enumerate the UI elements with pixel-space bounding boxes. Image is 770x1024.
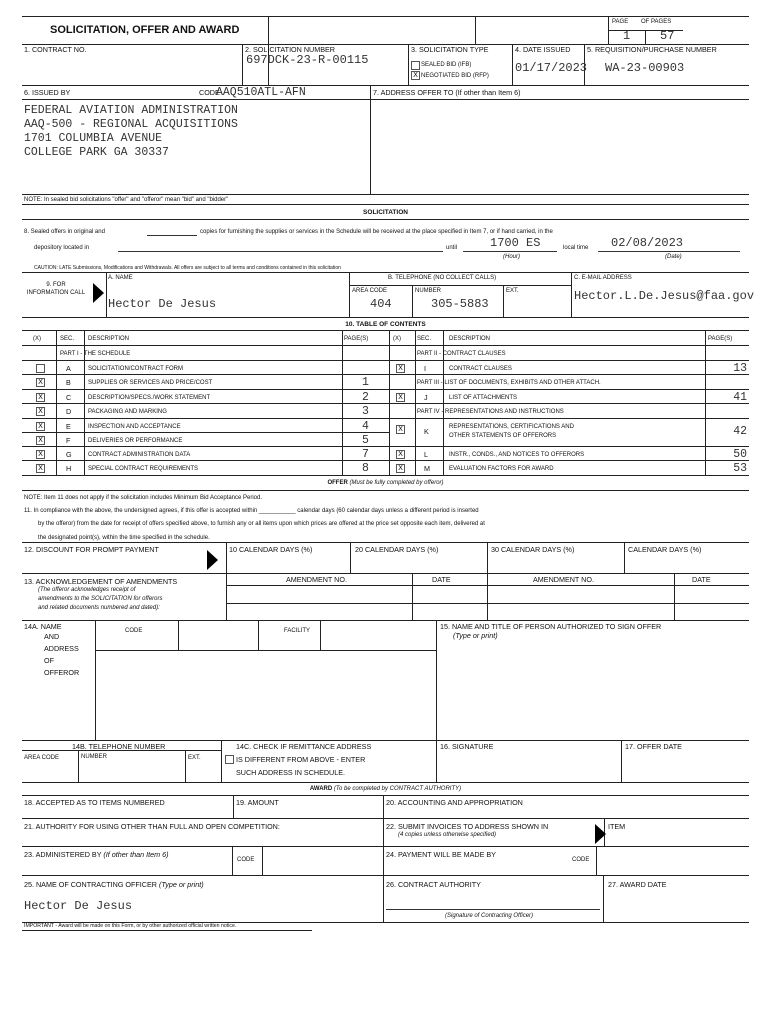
toc-page: 7 <box>362 448 369 461</box>
toc-checkbox-g[interactable]: X <box>36 450 45 459</box>
item14a-of: OF <box>44 656 54 665</box>
toc-checkbox-e[interactable]: X <box>36 422 45 431</box>
amendment-date-header-2: DATE <box>692 575 711 584</box>
arrow-right-icon <box>93 283 104 303</box>
toc-col-x-right: (X) <box>393 336 401 342</box>
contract-no-label: 1. CONTRACT NO. <box>24 45 87 54</box>
toc-checkbox-f[interactable]: X <box>36 436 45 445</box>
offer-date-label: 17. OFFER DATE <box>625 742 682 751</box>
item21-label: 21. AUTHORITY FOR USING OTHER THAN FULL AND OPEN COMPETITION: <box>24 822 280 831</box>
toc-description: SPECIAL CONTRACT REQUIREMENTS <box>88 466 199 472</box>
solicitation-type-label: 3. SOLICITATION TYPE <box>411 45 489 54</box>
issuer-line-2: AAQ-500 - REGIONAL ACQUISITIONS <box>24 118 238 131</box>
item25-label <box>24 880 204 889</box>
item27-label: 27. AWARD DATE <box>608 880 667 889</box>
sealed-bid-label: SEALED BID (IFB) <box>421 62 472 68</box>
item14a-and: AND <box>44 632 60 641</box>
toc-checkbox-d[interactable]: X <box>36 407 45 416</box>
toc-description: LIST OF ATTACHMENTS <box>449 395 518 401</box>
toc-part1: PART I - THE SCHEDULE <box>60 351 131 357</box>
toc-description: SUPPLIES OR SERVICES AND PRICE/COST <box>88 380 213 386</box>
item15-type-print: (Type or print) <box>453 631 498 640</box>
toc-col-sec: SEC. <box>60 336 75 342</box>
info-area-code[interactable]: 404 <box>370 297 392 311</box>
address-offer-to-label: 7. ADDRESS OFFER TO (If other than Item 6) <box>373 88 521 97</box>
toc-description-line2: OTHER STATEMENTS OF OFFERORS <box>449 433 557 439</box>
number-label: NUMBER <box>415 288 442 294</box>
discount-10-days: 10 CALENDAR DAYS (%) <box>229 545 313 554</box>
toc-section-m: M <box>424 464 430 473</box>
info-contact-name[interactable]: Hector De Jesus <box>108 297 217 311</box>
toc-part3: PART III - LIST OF DOCUMENTS, EXHIBITS AND OTHER ATTACH. <box>417 380 601 386</box>
item8-depository: depository located in <box>34 245 90 251</box>
item22-label: 22. SUBMIT INVOICES TO ADDRESS SHOWN IN <box>386 822 549 831</box>
item14c-line2: IS DIFFERENT FROM ABOVE - ENTER <box>236 755 366 764</box>
issuer-line-4: COLLEGE PARK GA 30337 <box>24 146 169 159</box>
important-note: IMPORTANT - Award will be made on this Form, or by other authorized official written notice. <box>24 923 237 929</box>
toc-checkbox-l[interactable]: X <box>396 450 405 459</box>
toc-checkbox-i[interactable]: X <box>396 364 405 373</box>
issued-by-label: 6. ISSUED BY <box>24 88 71 97</box>
remittance-checkbox[interactable] <box>225 755 234 764</box>
item9-phone-label: B. TELEPHONE (NO COLLECT CALLS) <box>388 275 497 281</box>
toc-col-x: (X) <box>33 336 41 342</box>
toc-description: DESCRIPTION/SPECS./WORK STATEMENT <box>88 395 211 401</box>
item26-label: 26. CONTRACT AUTHORITY <box>386 880 481 889</box>
item14b-area-code: AREA CODE <box>24 755 60 761</box>
toc-section-h: H <box>66 464 72 473</box>
toc-description: PACKAGING AND MARKING <box>88 409 167 415</box>
info-email[interactable]: Hector.L.De.Jesus@faa.gov <box>574 289 755 303</box>
item11-line1: 11. In compliance with the above, the undersigned agrees, if this offer is accepted within ___________ calendar days (60 calendar days unless a different period is inserted <box>24 508 479 514</box>
discount-20-days: 20 CALENDAR DAYS (%) <box>355 545 439 554</box>
toc-page: 2 <box>362 391 369 404</box>
offeror-code-label: CODE <box>125 628 143 634</box>
toc-description: DELIVERIES OR PERFORMANCE <box>88 438 183 444</box>
signature-label: 16. SIGNATURE <box>440 742 494 751</box>
item8-line1b: copies for furnishing the supplies or services in the Schedule will be received at the place specified in Item 7, or if hand carried, in the <box>200 229 553 235</box>
award-heading-label: AWARD <box>309 786 333 792</box>
date-caption: (Date) <box>665 254 682 260</box>
item14a-address: ADDRESS <box>44 644 79 653</box>
ext-label: EXT. <box>506 288 519 294</box>
ack-note-3: and related documents numbered and dated): <box>38 605 160 611</box>
requisition-number[interactable]: WA-23-00903 <box>605 61 685 75</box>
toc-section-j: J <box>424 393 428 402</box>
item20-label: 20. ACCOUNTING AND APPROPRIATION <box>386 798 523 807</box>
toc-section-d: D <box>66 407 72 416</box>
solicitation-heading: SOLICITATION <box>363 209 408 216</box>
toc-section-c: C <box>66 393 72 402</box>
offer-heading-note: (Must be fully completed by offeror) <box>349 480 444 486</box>
item23-note: (If other than Item 6) <box>103 850 169 859</box>
item24-code-label: CODE <box>572 857 590 863</box>
sealed-bid-note: NOTE: In sealed bid solicitations "offer" and "offeror" mean "bid" and "bidder" <box>24 197 229 203</box>
toc-section-i: I <box>424 364 426 373</box>
total-pages: 57 <box>660 29 675 43</box>
item8-hour[interactable]: 1700 ES <box>490 236 541 250</box>
contracting-officer-name[interactable]: Hector De Jesus <box>24 899 133 913</box>
issued-code[interactable]: AAQ510ATL-AFN <box>216 86 306 99</box>
item11-line2: by the offeror) from the date for receipt of offers specified above, to furnish any or all items upon which prices are offered at the price set opposite each item, delivered at <box>38 521 485 527</box>
award-heading <box>22 785 749 793</box>
item14b-label: 14B. TELEPHONE NUMBER <box>72 742 166 751</box>
item9-name-label: A. NAME <box>108 275 133 281</box>
item26-signature-caption: (Signature of Contracting Officer) <box>445 913 534 919</box>
toc-part4: PART IV - REPRESENTATIONS AND INSTRUCTIONS <box>417 409 564 415</box>
toc-col-pages-right: PAGE(S) <box>708 336 733 342</box>
page-label: PAGE <box>612 19 629 25</box>
issued-code-label: CODE <box>199 88 220 97</box>
toc-checkbox-c[interactable]: X <box>36 393 45 402</box>
info-phone-number[interactable]: 305-5883 <box>431 297 489 311</box>
of-pages-label: OF PAGES <box>641 19 672 25</box>
ack-label: 13. ACKNOWLEDGEMENT OF AMENDMENTS <box>24 577 178 586</box>
toc-section-b: B <box>66 378 71 387</box>
toc-page: 53 <box>733 462 747 475</box>
toc-checkbox-m[interactable]: X <box>396 464 405 473</box>
amendment-no-header-2: AMENDMENT NO. <box>533 575 594 584</box>
item14a-label: 14A. NAME <box>24 622 62 631</box>
toc-section-g: G <box>66 450 72 459</box>
toc-description: INSPECTION AND ACCEPTANCE <box>88 424 181 430</box>
solicitation-number[interactable]: 697DCK-23-R-00115 <box>246 53 369 67</box>
arrow-right-icon <box>595 824 606 844</box>
facility-label: FACILITY <box>284 628 311 634</box>
email-label: C. E-MAIL ADDRESS <box>574 275 632 281</box>
late-caution: CAUTION: LATE Submissions, Modifications and Withdrawals. All offers are subject to all terms and conditions contained in this solicitation <box>34 265 341 271</box>
sealed-bid-checkbox[interactable] <box>411 61 420 70</box>
item14c-line3: SUCH ADDRESS IN SCHEDULE. <box>236 768 346 777</box>
item11-line3: the designated point(s), within the time specified in the schedule. <box>38 535 210 541</box>
toc-page: 3 <box>362 405 369 418</box>
item19-label: 19. AMOUNT <box>236 798 279 807</box>
item18-label: 18. ACCEPTED AS TO ITEMS NUMBERED <box>24 798 165 807</box>
arrow-right-icon <box>207 550 218 570</box>
toc-description: REPRESENTATIONS, CERTIFICATIONS AND <box>449 424 574 430</box>
issuer-line-3: 1701 COLUMBIA AVENUE <box>24 132 163 145</box>
item22-note: (4 copies unless otherwise specified) <box>398 832 497 838</box>
toc-description: EVALUATION FACTORS FOR AWARD <box>449 466 554 472</box>
discount-label: 12. DISCOUNT FOR PROMPT PAYMENT <box>24 545 159 554</box>
toc-description: INSTR., CONDS., AND NOTICES TO OFFERORS <box>449 452 585 458</box>
toc-page: 8 <box>362 462 369 475</box>
toc-description: SOLICITATION/CONTRACT FORM <box>88 366 184 372</box>
toc-checkbox-k[interactable]: X <box>396 425 405 434</box>
item14b-ext: EXT. <box>188 755 201 761</box>
item15-label: 15. NAME AND TITLE OF PERSON AUTHORIZED TO SIGN OFFER <box>440 622 662 631</box>
toc-part2: PART II - CONTRACT CLAUSES <box>417 351 506 357</box>
toc-description: CONTRACT CLAUSES <box>449 366 512 372</box>
discount-calendar-days: CALENDAR DAYS (%) <box>628 545 702 554</box>
toc-col-sec-right: SEC. <box>417 336 432 342</box>
toc-section-a: A <box>66 364 71 373</box>
toc-page: 1 <box>362 376 369 389</box>
item24-label: 24. PAYMENT WILL BE MADE BY <box>386 850 496 859</box>
toc-page: 42 <box>733 425 747 438</box>
form-title: SOLICITATION, OFFER AND AWARD <box>50 24 240 36</box>
offer-heading <box>22 479 749 487</box>
award-heading-note: (To be completed by CONTRACT AUTHORITY) <box>333 786 462 792</box>
item14b-number: NUMBER <box>81 754 108 760</box>
offer-heading-label: OFFER <box>327 480 348 486</box>
toc-checkbox-h[interactable]: X <box>36 464 45 473</box>
item8-line1: 8. Sealed offers in original and <box>24 229 105 235</box>
negotiated-bid-checkbox[interactable]: X <box>411 71 420 80</box>
toc-checkbox-a[interactable] <box>36 364 45 373</box>
item14c-line1: 14C. CHECK IF REMITTANCE ADDRESS <box>236 742 372 751</box>
item14a-offeror: OFFEROR <box>44 668 80 677</box>
toc-col-desc: DESCRIPTION <box>88 336 130 342</box>
toc-page: 5 <box>362 434 369 447</box>
amendment-no-header: AMENDMENT NO. <box>286 575 347 584</box>
item25-note: (Type or print) <box>158 880 204 889</box>
area-code-label: AREA CODE <box>352 288 388 294</box>
toc-col-pages: PAGE(S) <box>344 336 369 342</box>
item8-date[interactable]: 02/08/2023 <box>611 236 684 250</box>
toc-page: 50 <box>733 448 747 461</box>
toc-page: 41 <box>733 391 747 404</box>
toc-page: 4 <box>362 420 369 433</box>
solicitation-number-label: 2. SOLICITATION NUMBER <box>245 45 335 54</box>
hour-caption: (Hour) <box>503 254 521 260</box>
discount-30-days: 30 CALENDAR DAYS (%) <box>491 545 575 554</box>
item9-label: 9. FOR INFORMATION CALL <box>26 282 86 296</box>
date-issued-label: 4. DATE ISSUED <box>515 45 571 54</box>
negotiated-bid-label: NEGOTIATED BID (RFP) <box>421 73 489 79</box>
toc-description: CONTRACT ADMINISTRATION DATA <box>88 452 191 458</box>
toc-section-e: E <box>66 422 71 431</box>
item23-text: 23. ADMINISTERED BY <box>24 850 102 859</box>
issuer-line-1: FEDERAL AVIATION ADMINISTRATION <box>24 104 238 117</box>
toc-section-f: F <box>66 436 71 445</box>
date-issued[interactable]: 01/17/2023 <box>515 61 588 75</box>
item22-item-label: ITEM <box>608 822 626 831</box>
toc-section-k: K <box>424 427 429 436</box>
item23-label <box>24 850 168 859</box>
item8-local-time: local time <box>563 245 589 251</box>
ack-note-1: (The offeror acknowledges receipt of <box>38 587 136 593</box>
page-number: 1 <box>623 29 631 43</box>
toc-heading: 10. TABLE OF CONTENTS <box>345 321 426 328</box>
item11-note: NOTE: Item 11 does not apply if the solicitation includes Minimum Bid Acceptance Period. <box>24 495 263 501</box>
item25-text: 25. NAME OF CONTRACTING OFFICER <box>24 880 157 889</box>
toc-section-l: L <box>424 450 428 459</box>
ack-note-2: amendments to the SOLICITATION for offerors <box>38 596 163 602</box>
toc-checkbox-j[interactable]: X <box>396 393 405 402</box>
toc-checkbox-b[interactable]: X <box>36 378 45 387</box>
requisition-label: 5. REQUISITION/PURCHASE NUMBER <box>587 45 717 54</box>
toc-col-desc-right: DESCRIPTION <box>449 336 491 342</box>
item8-until: until <box>446 245 458 251</box>
item23-code-label: CODE <box>237 857 255 863</box>
amendment-date-header: DATE <box>432 575 451 584</box>
toc-page: 13 <box>733 362 747 375</box>
